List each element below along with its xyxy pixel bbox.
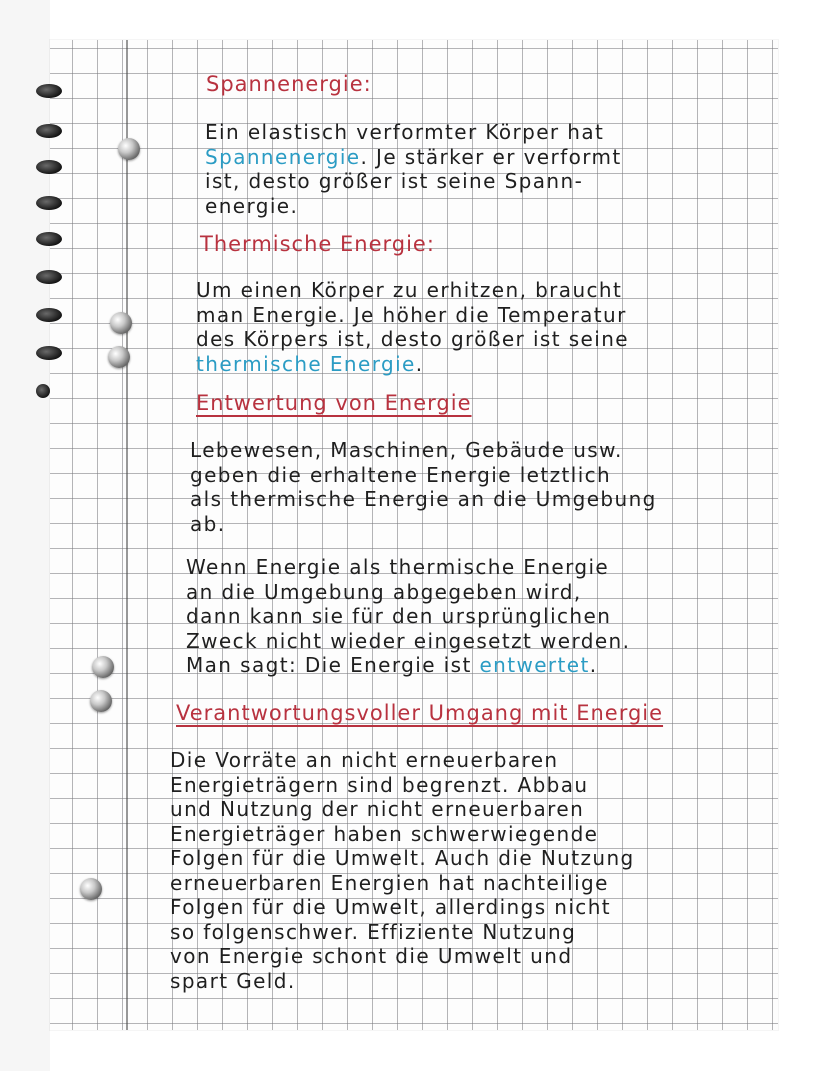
term-spannenergie: Spannenergie — [205, 144, 361, 169]
text-line: Folgen für die Umwelt. Auch die Nutzung — [170, 846, 635, 870]
punch-hole — [110, 312, 132, 334]
text-line: ist, desto größer ist seine Spann- — [205, 169, 584, 193]
punch-hole — [108, 346, 130, 368]
term-thermische-energie: thermische Energie — [196, 351, 416, 376]
paragraph-spannenergie — [205, 120, 622, 218]
heading-entwertung-von-energie: Entwertung von Energie — [196, 391, 472, 415]
text-line: geben die erhaltene Energie letztlich — [190, 462, 612, 487]
text-line: so folgenschwer. Effiziente Nutzung — [170, 919, 577, 944]
text-line: Die Vorräte an nicht erneuerbaren — [170, 748, 559, 772]
paragraph-thermische-energie — [196, 278, 629, 376]
spiral-binding-ring — [36, 308, 62, 322]
text-line: spart Geld. — [170, 968, 296, 993]
spiral-binding-ring — [36, 346, 62, 360]
text-line: dann kann sie für den ursprünglichen — [186, 604, 612, 628]
spiral-binding-ring — [36, 84, 62, 98]
text-line: Zweck nicht wieder eingesetzt werden. — [186, 628, 631, 653]
text-line: Energieträger haben schwerwiegende — [170, 821, 599, 846]
text-line: Lebewesen, Maschinen, Gebäude usw. — [190, 438, 623, 462]
heading-spannenergie: Spannenergie: — [206, 72, 372, 96]
text-line: erneuerbaren Energien hat nachteilige — [170, 870, 609, 895]
text-line: Wenn Energie als thermische Energie — [186, 555, 610, 579]
margin-line — [126, 40, 128, 1030]
text-line: Spannenergie. Je stärker er verformt — [205, 144, 622, 169]
spiral-binding-ring — [36, 270, 62, 284]
punch-hole — [80, 878, 102, 900]
text-line: Energieträgern sind begrenzt. Abbau — [170, 772, 589, 797]
heading-verantwortungsvoller-umgang: Verantwortungsvoller Umgang mit Energie — [176, 701, 664, 725]
text-line: Man sagt: Die Energie ist entwertet. — [186, 653, 598, 677]
text-line: Ein elastisch verformter Körper hat — [205, 120, 605, 144]
text-line: ab. — [190, 511, 226, 536]
spiral-binding-ring — [36, 196, 62, 210]
punch-hole — [118, 138, 140, 160]
heading-thermische-energie: Thermische Energie: — [200, 232, 435, 256]
spiral-binding-ring — [36, 124, 62, 138]
punch-hole — [90, 690, 112, 712]
text-line: als thermische Energie an die Umgebung — [190, 487, 657, 511]
text-line: Folgen für die Umwelt, allerdings nicht — [170, 895, 612, 919]
spiral-binding-ring — [36, 384, 50, 398]
text-line: man Energie. Je höher die Temperatur — [196, 302, 627, 327]
text-line: an die Umgebung abgegeben wird, — [186, 579, 582, 604]
text-line: und Nutzung der nicht erneuerbaren — [170, 797, 585, 821]
paragraph-verantwortungsvoller-umgang — [170, 748, 635, 993]
spiral-binding-ring — [36, 160, 62, 174]
punch-hole — [92, 656, 114, 678]
spiral-binding-ring — [36, 232, 62, 246]
text-line: des Körpers ist, desto größer ist seine — [196, 327, 629, 351]
text-line: energie. — [205, 193, 299, 218]
text-line: von Energie schont die Umwelt und — [170, 944, 573, 968]
paragraph-entwertung-2 — [186, 555, 630, 678]
text-line: Um einen Körper zu erhitzen, braucht — [196, 278, 623, 302]
text-line: thermische Energie. — [196, 351, 424, 376]
term-entwertet: entwertet — [479, 653, 590, 677]
paragraph-entwertung-1 — [190, 438, 657, 536]
